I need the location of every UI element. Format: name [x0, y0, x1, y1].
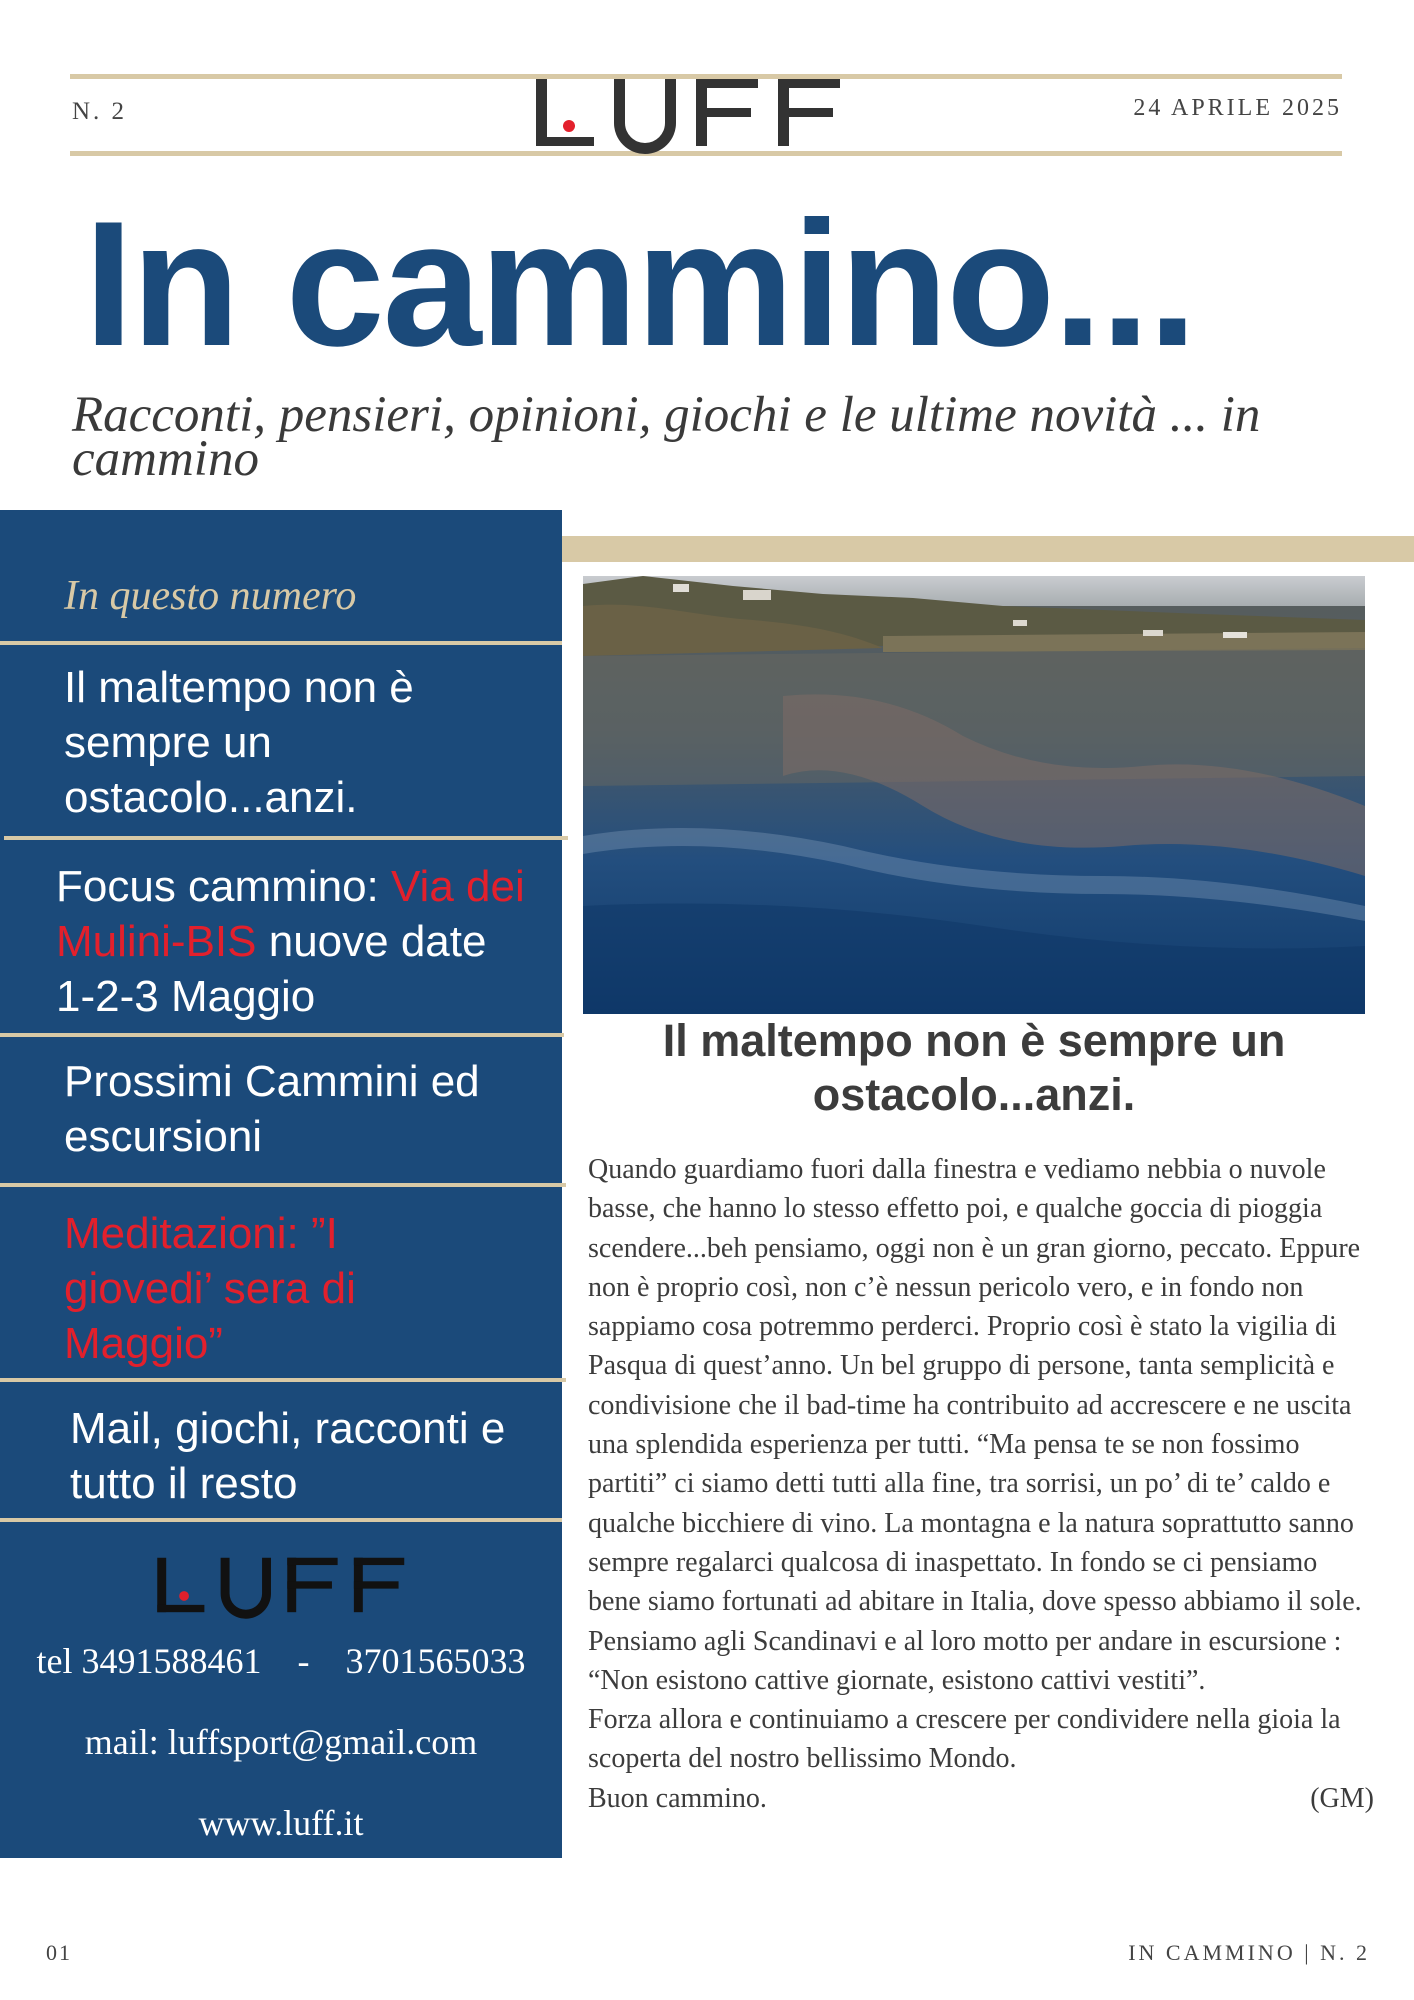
focus-highlight: Via dei Mulini-BIS: [56, 862, 525, 966]
page-title: In cammino...: [84, 184, 1196, 383]
article-closing: Forza allora e continuiamo a crescere per condividere nella gioia la scoperta del nostro bellissimo Mondo.: [588, 1704, 1341, 1775]
article-title: Il maltempo non è sempre un ostacolo...anzi.: [662, 1015, 1286, 1120]
sidebar-item-meditazioni[interactable]: Meditazioni: ”I giovedi’ sera di Maggio”: [64, 1209, 356, 1368]
sidebar-item-prossimi-cammini[interactable]: Prossimi Cammini ed escursioni: [64, 1057, 480, 1161]
sidebar-divider: [0, 1033, 564, 1037]
contact-mail[interactable]: mail: luffsport@gmail.com: [84, 1722, 478, 1762]
contact-phone[interactable]: tel 3491588461 - 3701565033: [36, 1641, 526, 1681]
sidebar-luff-logo: [154, 1552, 414, 1622]
article-body: [588, 1150, 1374, 1818]
article-greeting-line: [588, 1779, 1374, 1818]
issue-date: 24 APRILE 2025: [1133, 95, 1342, 121]
sidebar-item-maltempo[interactable]: Il maltempo non è sempre un ostacolo...anzi.: [64, 663, 414, 822]
sidebar-divider: [0, 641, 562, 645]
sidebar-divider: [0, 1378, 566, 1382]
sidebar-divider: [0, 1518, 562, 1522]
footer-label: IN CAMMINO | N. 2: [1128, 1940, 1370, 1965]
sidebar-item-focus-cammino[interactable]: [56, 859, 526, 1024]
sidebar-item-mail-giochi[interactable]: Mail, giochi, racconti e tutto il resto: [70, 1404, 506, 1508]
sidebar-heading: In questo numero: [64, 573, 357, 619]
issue-number: N. 2: [72, 98, 128, 125]
subtitle: Racconti, pensieri, opinioni, giochi e le ultime novità ... in cammino: [72, 387, 1261, 487]
article-paragraph: Quando guardiamo fuori dalla finestra e vediamo nebbia o nuvole basse, che hanno lo stesso effetto poi, e qualche goccia di pioggia scendere...beh pensiamo, oggi non è un gran giorno, peccato. Eppure non è proprio così, non c’è nessun pericolo vero, e in fondo non sappiamo cosa potremmo perderci. Proprio così è stato la vigilia di Pasqua di quest’anno. Un bel gruppo di persone, tanta semplicità e condivisione che il bad-time ha contribuito ad accrescere e ne uscita una splendida esperienza per tutti. “Ma pensa te se non fossimo partiti” ci siamo detti tutti alla fine, tra sorrisi, un po’ di te’ caldo e qualche bicchiere di vino. La montagna e la natura soprattutto sanno sempre regalarci qualcosa di inaspettato. In fondo se ci pensiamo bene siamo fortunati ad abitare in Italia, dove spesso abbiamo il sole. Pensiamo agli Scandinavi e al loro motto per andare in escursione : “Non esistono cattive giornate, esistono cattivi vestiti”.: [588, 1154, 1362, 1696]
focus-label: Focus cammino:: [56, 862, 391, 911]
page-number: 01: [46, 1940, 72, 1965]
luff-logo: [532, 75, 852, 155]
sidebar-divider: [0, 1183, 566, 1187]
focus-dates: nuove date 1-2-3 Maggio: [56, 917, 487, 1021]
lake-photo: [583, 576, 1365, 1014]
article-signature: (GM): [1310, 1782, 1374, 1814]
contact-website[interactable]: www.luff.it: [198, 1803, 364, 1843]
sidebar-divider: [4, 836, 568, 840]
article-greeting: Buon cammino.: [588, 1782, 767, 1814]
